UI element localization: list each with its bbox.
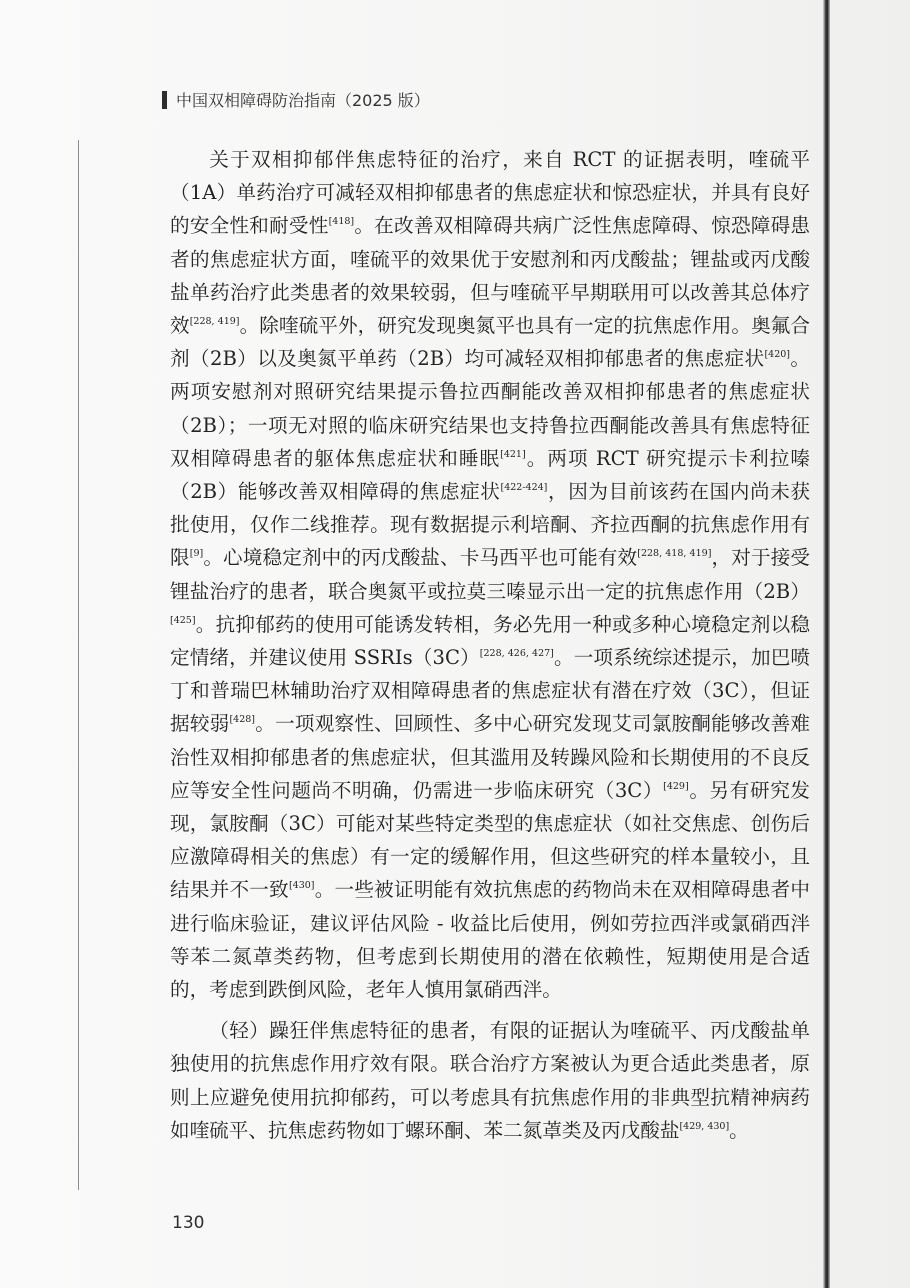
- citation-reference: [421]: [500, 448, 526, 460]
- citation-reference: [228, 418, 419]: [637, 548, 712, 560]
- paragraph-text: （轻）躁狂伴焦虑特征的患者，有限的证据认为喹硫平、丙戊酸盐单独使用的抗焦虑作用疗效有限。联合治疗方案被认为更合适此类患者，原则上应避免使用抗抑郁药，可以考虑具有抗焦虑作用的非典型抗精神病药如喹硫平、抗焦虑药物如丁螺环酮、苯二氮䓬类及丙戊酸盐: [170, 1019, 810, 1142]
- citation-reference: [422-424]: [500, 481, 548, 493]
- citation-reference: [9]: [189, 548, 204, 560]
- paragraph-text: 。在改善双相障碍共病广泛性焦虑障碍、惊恐障碍患者的焦虑症状方面，喹硫平的效果优于安慰剂和丙戊酸盐；锂盐或丙戊酸盐单药治疗此类患者的效果较弱，但与喹硫平早期联用可以改善其总体疗效: [170, 214, 811, 338]
- paragraph-text: 。除喹硫平外，研究发现奥氮平也具有一定的抗焦虑作用。奥氟合剂（2B）以及奥氮平单药（2B）均可减轻双相抑郁患者的焦虑症状: [170, 314, 811, 371]
- paragraph-text: ，因为目前该药在国内尚未获批使用，仅作二线推荐。现有数据提示利培酮、齐拉西酮的抗焦虑作用有限: [170, 480, 811, 570]
- paragraph-text: 。: [729, 1118, 749, 1142]
- citation-reference: [430]: [288, 880, 315, 892]
- citation-reference: [418]: [328, 216, 355, 228]
- citation-reference: [429, 430]: [679, 1120, 730, 1132]
- left-margin-rule: [78, 140, 79, 1190]
- paragraph-text: 。抗抑郁药的使用可能诱发转相，务必先用一种或多种心境稳定剂以稳定情绪，并建议使用 SSRIs（3C）: [170, 612, 810, 670]
- citation-reference: [228, 419]: [189, 315, 240, 327]
- paragraph-text: 。另有研究发现，氯胺酮（3C）可能对某些特定类型的焦虑症状（如社交焦虑、创伤后应激障碍相关的焦虑）有一定的缓解作用，但这些研究的样本量较小，且结果并不一致: [170, 778, 811, 902]
- body-text: [170, 143, 810, 1147]
- body-paragraph: [170, 1014, 810, 1147]
- citation-reference: [429]: [663, 780, 689, 792]
- paragraph-text: 关于双相抑郁伴焦虑特征的治疗，来自 RCT 的证据表明，喹硫平（1A）单药治疗可减轻双相抑郁患者的焦虑症状和惊恐症状，并具有良好的安全性和耐受性: [170, 148, 810, 238]
- paragraph-text: 。一项系统综述提示，加巴喷丁和普瑞巴林辅助治疗双相障碍患者的焦虑症状有潜在疗效（3C），但证据较弱: [170, 646, 811, 736]
- paragraph-text: 。两项安慰剂对照研究结果提示鲁拉西酮能改善双相抑郁患者的焦虑症状（2B）；一项无对照的临床研究结果也支持鲁拉西酮能改善具有焦虑特征双相障碍患者的躯体焦虑症状和睡眠: [170, 347, 810, 470]
- citation-reference: [425]: [170, 614, 196, 626]
- paragraph-text: 。一项观察性、回顾性、多中心研究发现艾司氯胺酮能够改善难治性双相抑郁患者的焦虑症状，但其滥用及转躁风险和长期使用的不良反应等安全性问题尚不明确，仍需进一步临床研究（3C）: [170, 712, 811, 802]
- paragraph-text: 。心境稳定剂中的丙戊酸盐、卡马西平也可能有效: [203, 546, 638, 570]
- body-paragraph: [170, 143, 810, 1006]
- book-spine-edge: [823, 0, 830, 1288]
- paragraph-text: ，对于接受锂盐治疗的患者，联合奥氮平或拉莫三嗪显示出一定的抗焦虑作用（2B）: [170, 546, 811, 603]
- citation-reference: [228, 426, 427]: [479, 647, 554, 659]
- header-marker-icon: [162, 91, 167, 109]
- citation-reference: [428]: [229, 714, 256, 726]
- paragraph-text: 。两项 RCT 研究提示卡利拉嗪（2B）能够改善双相障碍的焦虑症状: [170, 446, 810, 504]
- page-number: 130: [172, 1213, 205, 1233]
- running-header: [162, 88, 430, 111]
- citation-reference: [420]: [764, 349, 790, 361]
- paragraph-text: 。一些被证明能有效抗焦虑的药物尚未在双相障碍患者中进行临床验证，建议评估风险 - 收益比后使用，例如劳拉西泮或氯硝西泮等苯二氮䓬类药物，但考虑到长期使用的潜在依赖性，短期使用是合适的，考虑到跌倒风险，老年人慎用氯硝西泮。: [170, 878, 811, 1002]
- running-header-title: 中国双相障碍防治指南（2025 版）: [176, 91, 430, 110]
